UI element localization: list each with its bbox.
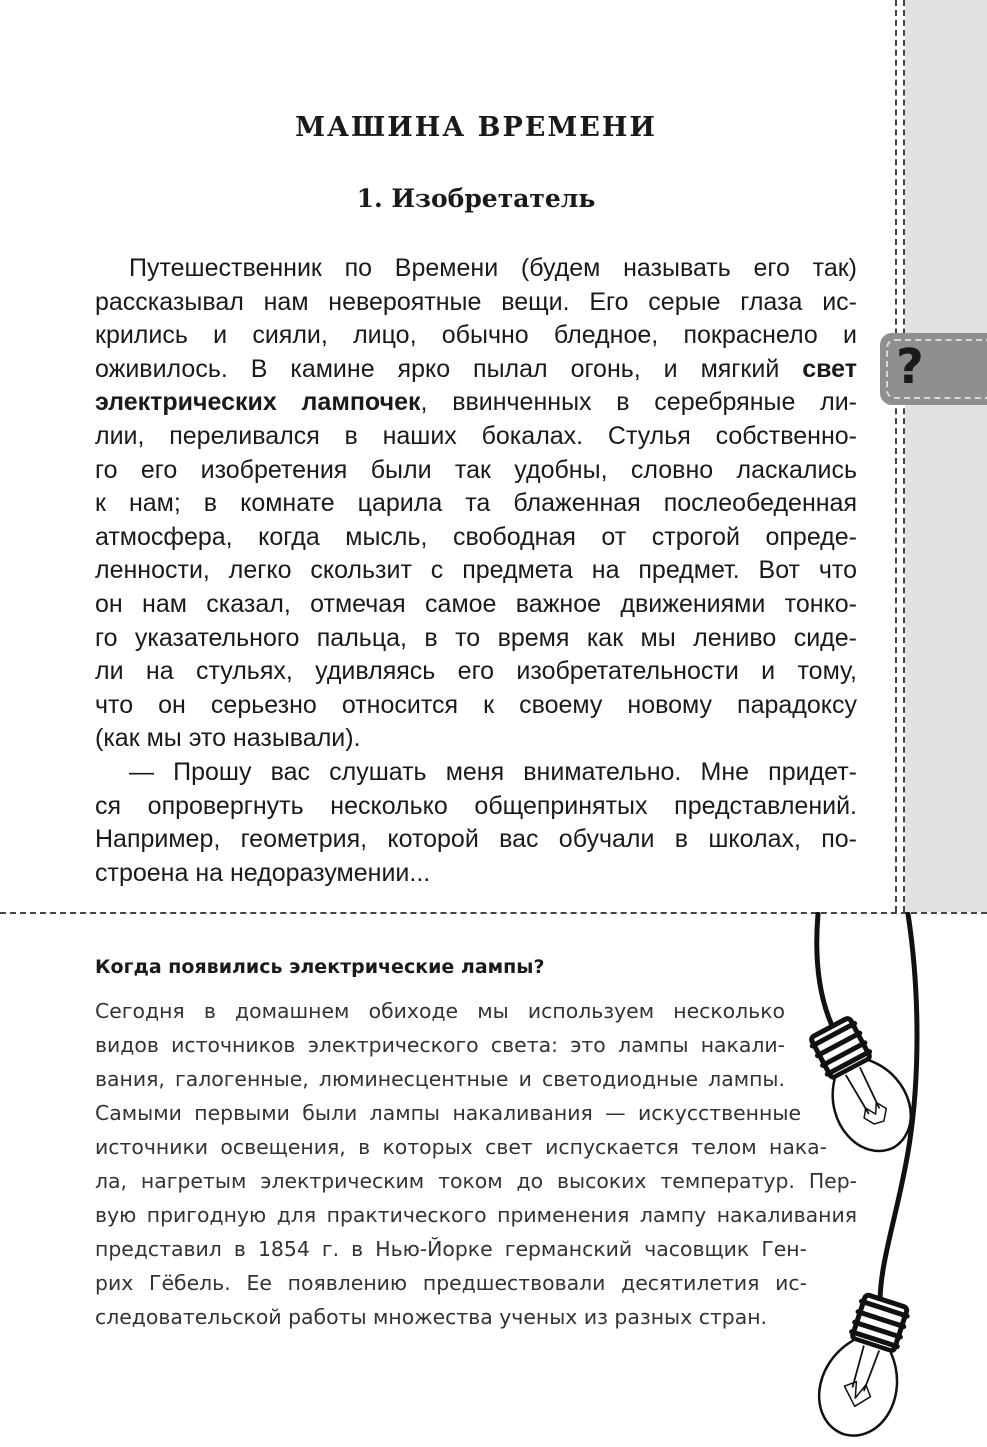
text-line: крились и сияли, лицо, обычно бледное, покраснело и: [95, 321, 857, 350]
sidebar-text: [95, 994, 857, 1334]
question-tab: [880, 333, 987, 405]
lightbulb-icon: [808, 1289, 923, 1445]
text-line: го указательного пальца, в то время как мы лениво сиде-: [95, 623, 857, 652]
bold-term: электрических лампочек: [95, 388, 421, 417]
margin-dashed-line-inner: [903, 0, 905, 912]
text-line: ли на стульях, удивляясь его изобретательности и тому,: [95, 657, 857, 686]
sidebar-line: Самыми первыми были лампы накаливания — искусственные: [95, 1101, 801, 1125]
hanging-lightbulbs-illustration: [780, 912, 987, 1447]
text-run: оживилось. В камине ярко пылал огонь, и мягкий: [95, 354, 803, 383]
text-line: он нам сказал, отмечая самое важное движениями тонко-: [95, 589, 857, 618]
sidebar-heading: Когда появились электрические лампы?: [95, 956, 545, 978]
lightbulb-icon: [798, 1011, 926, 1165]
text-line: [95, 353, 857, 387]
chapter-title: МАШИНА ВРЕМЕНИ: [295, 112, 657, 143]
sidebar-line: Сегодня в домашнем обиходе мы используем несколько: [95, 999, 785, 1023]
section-title: 1. Изобретатель: [356, 184, 596, 213]
text-line: атмосфера, когда мысль, свободная от строгой опреде-: [95, 522, 857, 551]
margin-dashed-line: [895, 0, 897, 912]
text-line: го его изобретения были так удобны, словно ласкались: [95, 455, 857, 484]
text-line: к нам; в комнате царила та блаженная послеобеденная: [95, 489, 857, 518]
bold-term: свет: [802, 354, 857, 383]
question-mark-icon: ?: [896, 339, 924, 395]
sidebar-line: следовательской работы множества ученых из разных стран.: [95, 1305, 768, 1329]
text-line: строена на недоразумении...: [95, 858, 431, 887]
right-margin-band: [905, 0, 987, 912]
text-line: [95, 386, 857, 420]
text-line: ленности, легко скользит с предмета на предмет. Вот что: [95, 556, 857, 585]
sidebar-line: вую пригодную для практического применения лампу накаливания: [95, 1203, 857, 1227]
lamp-cord: [817, 914, 835, 1032]
sidebar-line: видов источников электрического света: это лампы накали-: [95, 1033, 785, 1057]
sidebar-line: представил в 1854 г. в Нью-Йорке германский часовщик Ген-: [95, 1237, 807, 1261]
sidebar-line: источники освещения, в которых свет испускается телом нака-: [95, 1135, 827, 1159]
body-text: [95, 252, 857, 890]
text-run: , ввинченных в серебряные ли-: [420, 388, 857, 417]
text-line: — Прошу вас слушать меня внимательно. Мне придет-: [129, 757, 857, 786]
text-line: что он серьезно относится к своему новому парадоксу: [95, 690, 857, 719]
sidebar-line: вания, галогенные, люминесцентные и светодиодные лампы.: [95, 1067, 785, 1091]
text-line: Например, геометрия, которой вас обучали в школах, по-: [95, 825, 857, 854]
text-line: лии, переливался в наших бокалах. Стулья собственно-: [95, 421, 857, 450]
text-line: ся опровергнуть несколько общепринятых представлений.: [95, 791, 857, 820]
text-line: рассказывал нам невероятные вещи. Его серые глаза ис-: [95, 287, 857, 316]
sidebar-line: рих Гёбель. Ее появлению предшествовали десятилетия ис-: [95, 1271, 807, 1295]
sidebar-line: ла, нагретым электрическим током до высоких температур. Пер-: [95, 1169, 857, 1193]
text-line: (как мы это называли).: [95, 724, 361, 753]
text-line: Путешественник по Времени (будем называть его так): [129, 254, 857, 282]
